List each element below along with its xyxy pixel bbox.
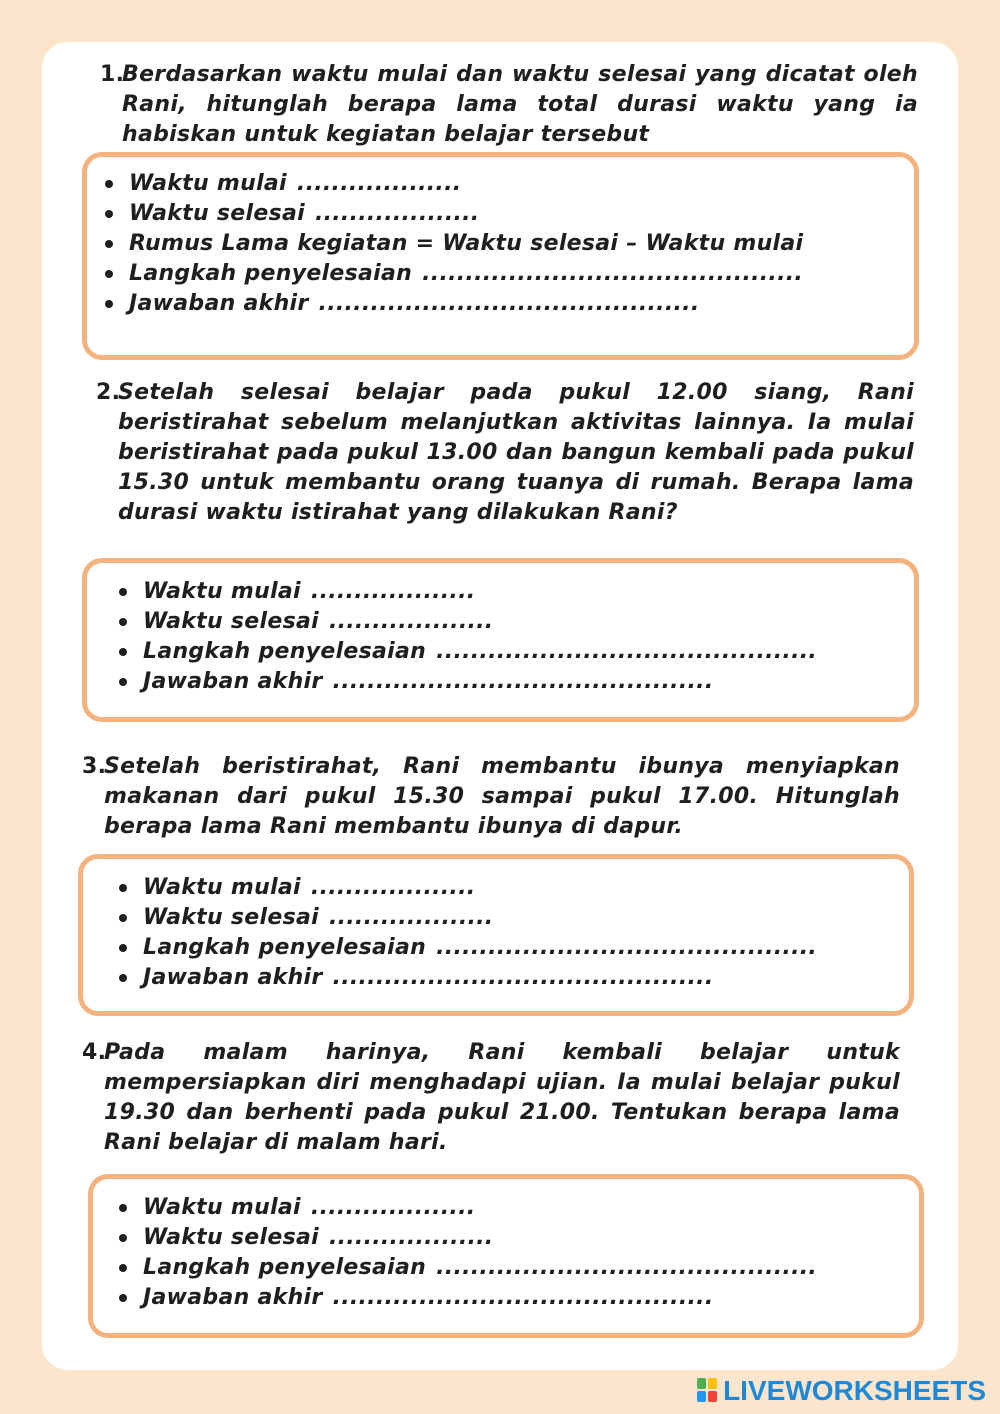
list-item <box>103 259 914 289</box>
answer-field[interactable]: ................... <box>296 171 462 196</box>
question-number: 3. <box>82 754 107 779</box>
question-text: Setelah selesai belajar pada pukul 12.00 siang, Rani beristirahat sebelum melanjutkan aktivitas lainnya. Ia mulai beristirahat pada pukul 13.00 dan bangun kembali pada pukul 15.30 untuk membantu orang tuanya di rumah. Berapa lama durasi waktu istirahat yang dilakukan Rani? <box>118 380 914 525</box>
liveworksheets-logo-icon <box>697 1378 719 1404</box>
list-item <box>117 873 909 903</box>
list-item <box>117 607 914 637</box>
answer-field[interactable]: ................... <box>310 1195 476 1220</box>
answer-field[interactable]: ................... <box>314 201 480 226</box>
item-label: Waktu mulai <box>143 1195 301 1220</box>
question-text: Pada malam harinya, Rani kembali belajar untuk mempersiapkan diri menghadapi ujian. Ia mulai belajar pukul 19.30 dan berhenti pada pukul 21.00. Tentukan berapa lama Rani belajar di malam hari. <box>104 1040 900 1155</box>
question-text: Berdasarkan waktu mulai dan waktu selesai yang dicatat oleh Rani, hitunglah berapa lama total durasi waktu yang ia habiskan untuk kegiatan belajar tersebut <box>122 62 918 147</box>
answer-field[interactable]: ............................................ <box>318 291 700 316</box>
answer-field[interactable]: ............................................ <box>436 1255 818 1280</box>
list-item <box>117 1193 919 1223</box>
answer-box-3 <box>78 854 914 1016</box>
answer-field[interactable]: ................... <box>328 1225 494 1250</box>
list-item <box>117 903 909 933</box>
list-item <box>117 577 914 607</box>
item-label: Langkah penyelesaian <box>129 261 413 286</box>
list-item <box>117 963 909 993</box>
answer-field[interactable]: ............................................ <box>332 669 714 694</box>
item-label: Rumus Lama kegiatan = Waktu selesai – Waktu mulai <box>129 231 804 256</box>
answer-box-4 <box>88 1174 924 1338</box>
list-item <box>103 169 914 199</box>
answer-field[interactable]: ............................................ <box>332 1285 714 1310</box>
question-number: 4. <box>82 1040 107 1065</box>
item-label: Langkah penyelesaian <box>143 935 427 960</box>
list-item <box>103 289 914 319</box>
item-label: Langkah penyelesaian <box>143 1255 427 1280</box>
item-label: Waktu mulai <box>143 579 301 604</box>
answer-field[interactable]: ................... <box>310 579 476 604</box>
question-1 <box>100 60 918 150</box>
list-item <box>103 199 914 229</box>
item-label: Waktu selesai <box>143 609 319 634</box>
list-item <box>117 933 909 963</box>
question-text: Setelah beristirahat, Rani membantu ibunya menyiapkan makanan dari pukul 15.30 sampai pukul 17.00. Hitunglah berapa lama Rani membantu ibunya di dapur. <box>104 754 900 839</box>
item-label: Waktu selesai <box>143 1225 319 1250</box>
answer-field[interactable]: ................... <box>328 609 494 634</box>
answer-box-1 <box>82 152 919 360</box>
item-label: Waktu selesai <box>129 201 305 226</box>
answer-box-2 <box>82 558 919 722</box>
question-2 <box>96 378 914 528</box>
item-label: Jawaban akhir <box>129 291 309 316</box>
question-number: 2. <box>96 380 121 405</box>
item-label: Waktu selesai <box>143 905 319 930</box>
item-label: Waktu mulai <box>129 171 287 196</box>
list-item <box>117 1283 919 1313</box>
question-number: 1. <box>100 62 125 87</box>
question-4 <box>82 1038 900 1158</box>
answer-field[interactable]: ............................................ <box>436 639 818 664</box>
answer-field[interactable]: ............................................ <box>436 935 818 960</box>
brand-name: LIVEWORKSHEETS <box>723 1375 986 1406</box>
list-item <box>117 667 914 697</box>
list-item <box>117 1253 919 1283</box>
list-item <box>117 1223 919 1253</box>
item-label: Jawaban akhir <box>143 669 323 694</box>
item-label: Langkah penyelesaian <box>143 639 427 664</box>
item-label: Jawaban akhir <box>143 965 323 990</box>
answer-field[interactable]: ................... <box>328 905 494 930</box>
item-label: Waktu mulai <box>143 875 301 900</box>
list-item <box>103 229 914 259</box>
list-item <box>117 637 914 667</box>
worksheet-page <box>42 42 958 1370</box>
question-3 <box>82 752 900 842</box>
liveworksheets-brand[interactable] <box>697 1374 986 1408</box>
item-label: Jawaban akhir <box>143 1285 323 1310</box>
answer-field[interactable]: ............................................ <box>332 965 714 990</box>
answer-field[interactable]: ............................................ <box>422 261 804 286</box>
answer-field[interactable]: ................... <box>310 875 476 900</box>
